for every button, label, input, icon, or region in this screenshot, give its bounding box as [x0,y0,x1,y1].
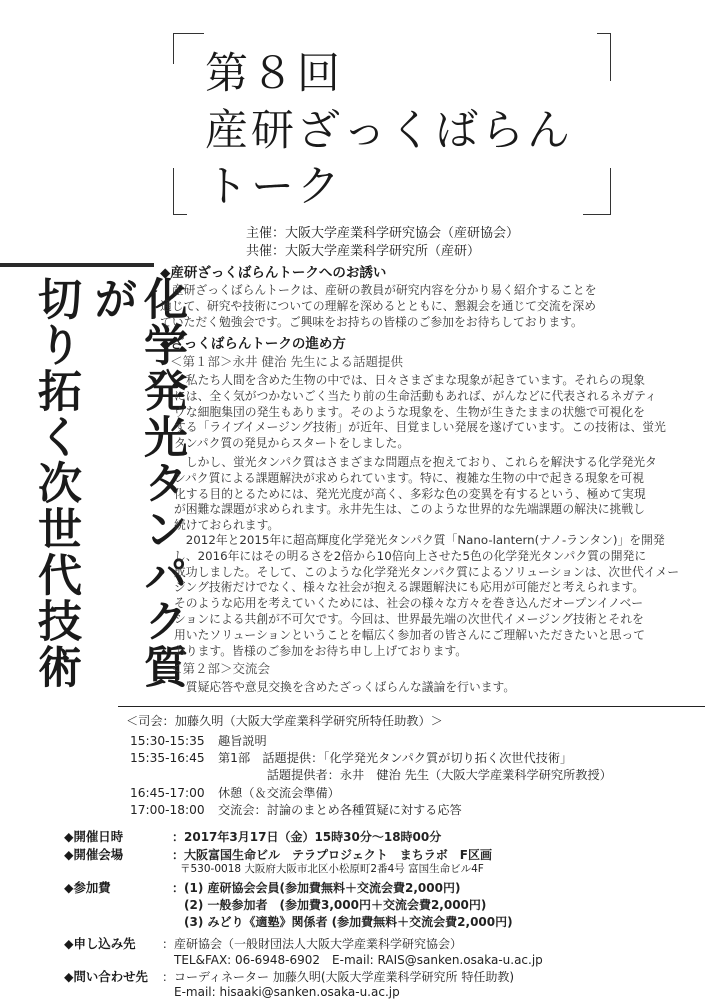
para-line: 私たち人間を含めた生物の中では、日々さまざまな現象が起きています。それらの現象 [174,373,645,387]
para-line: する「ライブイメージング技術」が近年、目覚ましい発展を遂げています。この技術は、蛍光 [174,420,666,435]
progress-heading: ◆ざっくばらんトークの進め方 [160,336,346,352]
fee-line: (3) みどり《適塾》関係者 (参加費無料＋交流会費2,000円) [172,915,513,929]
date-value: ：2017年3月17日（金）15時30分～18時00分 [172,830,442,844]
title-bracket-top-right [597,33,611,64]
title-band [0,263,154,267]
para-line: 用いたソリューションということを幅広く参加者の皆さんにご理解いただきたいと思って [174,627,646,642]
venue-value: ：大阪富国生命ビル テラプロジェクト まちラボ F区画 [172,848,492,862]
para-line: 続けておられます。 [174,518,280,533]
schedule-desc: 休憩（＆交流会準備） [218,786,340,800]
schedule-time: 17:00-18:00 [130,803,205,817]
title-line-3: トーク [205,162,343,212]
part2-text: 質疑応答や意見交換を含めたざっくばらんな議論を行います。 [174,680,516,694]
para-line: が困難な課題が求められます。永井先生は、このような世界的な先端課題の解決に挑戦し [174,502,645,517]
contact-line: E-mail: hisaaki@sanken.osaka-u.ac.jp [162,985,400,999]
para-line: 成功しました。そして、このような化学発光タンパク質によるソリューションは、次世代イメー [174,564,680,579]
title-bracket-bottom-right-tick [583,214,611,215]
fee-line: (2) 一般参加者 (参加費3,000円＋交流会費2,000円) [172,898,487,912]
schedule-desc: 交流会：討論のまとめ各種質疑に対する応答 [218,803,462,817]
title-bracket-right-top-line [610,33,611,81]
para-line: ヴな細胞集団の発生もあります。そのような現象を、生物が生きたままの状態で可視化を [174,404,645,419]
para-line: しかし、蛍光タンパク質はさまざまな問題点を抱えており、これらを解決する化学発光タ [174,455,657,469]
para-line: そのような応用を考えていくためには、社会の様々な方々を巻き込んだオープンイノベー [174,596,644,611]
para-line: タンパク質の発見からスタートをしました。 [174,436,410,451]
para-line: ジング技術だけでなく、様々な社会が抱える課題解決にも応用が可能だと考えられます。 [174,580,645,595]
schedule-desc: 趣旨説明 [218,734,267,748]
vertical-title-col2: 切り拓く次世代技術 [30,276,81,690]
title-bracket-bottom-left-tick [173,214,187,215]
intro-heading: ◆産研ざっくばらんトークへのお誘い [160,265,387,281]
moderator: ＜司会：加藤久明（大阪大学産業科学研究所特任助教）＞ [126,714,443,728]
date-label: ◆開催日時 [64,829,124,844]
para-line: には、全く気がつかないごく当たり前の生命活動もあれば、がんなどに代表されるネガティ [174,388,657,403]
contact-line: ：コーディネーター 加藤久明(大阪大学産業科学研究所 特任助教) [162,970,515,984]
apply-line: TEL&FAX: 06-6948-6902 E-mail: RAIS@sanken.osaka-u.ac.jp [162,953,543,967]
title-line-2: 産研ざっくばらん [205,106,573,156]
para-line: ションによる共創が不可欠です。今回は、世界最先端の次世代イメージング技術とそれを [174,611,644,626]
para-line: 化する目的とるためには、発光光度が高く、多彩な色の変異を有するという、極めて実現 [174,486,646,501]
part1-para2 [174,455,702,534]
schedule-desc: 第1部 話題提供：「化学発光タンパク質が切り拓く次世代技術」 [218,751,573,765]
title-bracket-bottom-left [173,168,174,215]
venue-address: 〒530-0018 大阪府大阪市北区小松原町2番4号 富国生命ビル4F [180,863,484,875]
schedule-time: 15:30-15:35 [130,734,205,748]
intro-line: 産研ざっくばらんトークは、産研の教員が研究内容を分かり易く紹介することを [160,283,597,297]
part1-para1 [174,373,702,452]
section-divider [118,706,705,707]
para-line: おります。皆様のご参加をお待ち申し上げております。 [174,643,468,658]
vertical-title-col1: 化学発光タンパク質が [86,276,187,690]
organizer: 主催：大阪大学産業科学研究協会（産研協会） [246,226,520,241]
title-bracket-top-left [173,33,204,64]
venue-label: ◆開催会場 [64,847,124,862]
intro-body [160,283,700,330]
schedule-desc: 話題提供者：永井 健治 先生（大阪大学産業科学研究所教授） [218,768,612,782]
schedule-time: 15:35-16:45 [130,751,205,765]
part1-label: ＜第１部＞永井 健治 先生による話題提供 [170,354,403,369]
contact-label: ◆問い合わせ先 [64,969,148,984]
part2-label: ＜第２部＞交流会 [170,661,271,676]
para-line: ンパク質による課題解決が求められています。特に、複雑な生物の中で起きる現象を可視 [174,470,645,485]
fee-line: ：(1) 産研協会会員(参加費無料＋交流会費2,000円) [172,881,461,895]
para-line: 2012年と2015年に超高輝度化学発光タンパク質「Nano-lantern(ナノ-ランタン)」を開発 [174,533,665,547]
title-line-1: 第８回 [205,49,343,99]
part1-para3 [174,533,702,659]
fee-label: ◆参加費 [64,880,111,895]
co-organizer: 共催：大阪大学産業科学研究所（産研） [246,244,481,259]
schedule-time: 16:45-17:00 [130,786,205,800]
intro-line: 通じて、研究や技術についての理解を深めるとともに、懇親会を通じて交流を深め [160,298,597,313]
apply-line: ：産研協会（一般財団法人大阪大学産業科学研究協会） [162,937,463,951]
apply-label: ◆申し込み先 [64,936,136,951]
para-line: し、2016年にはその明るさを2倍から10倍向上させた5色の化学発光タンパク質の開発に [174,548,647,563]
intro-line: ていただく勉強会です。ご興味をお持ちの皆様のご参加をお待ちしております。 [160,314,583,329]
title-bracket-bottom-right [610,168,611,215]
